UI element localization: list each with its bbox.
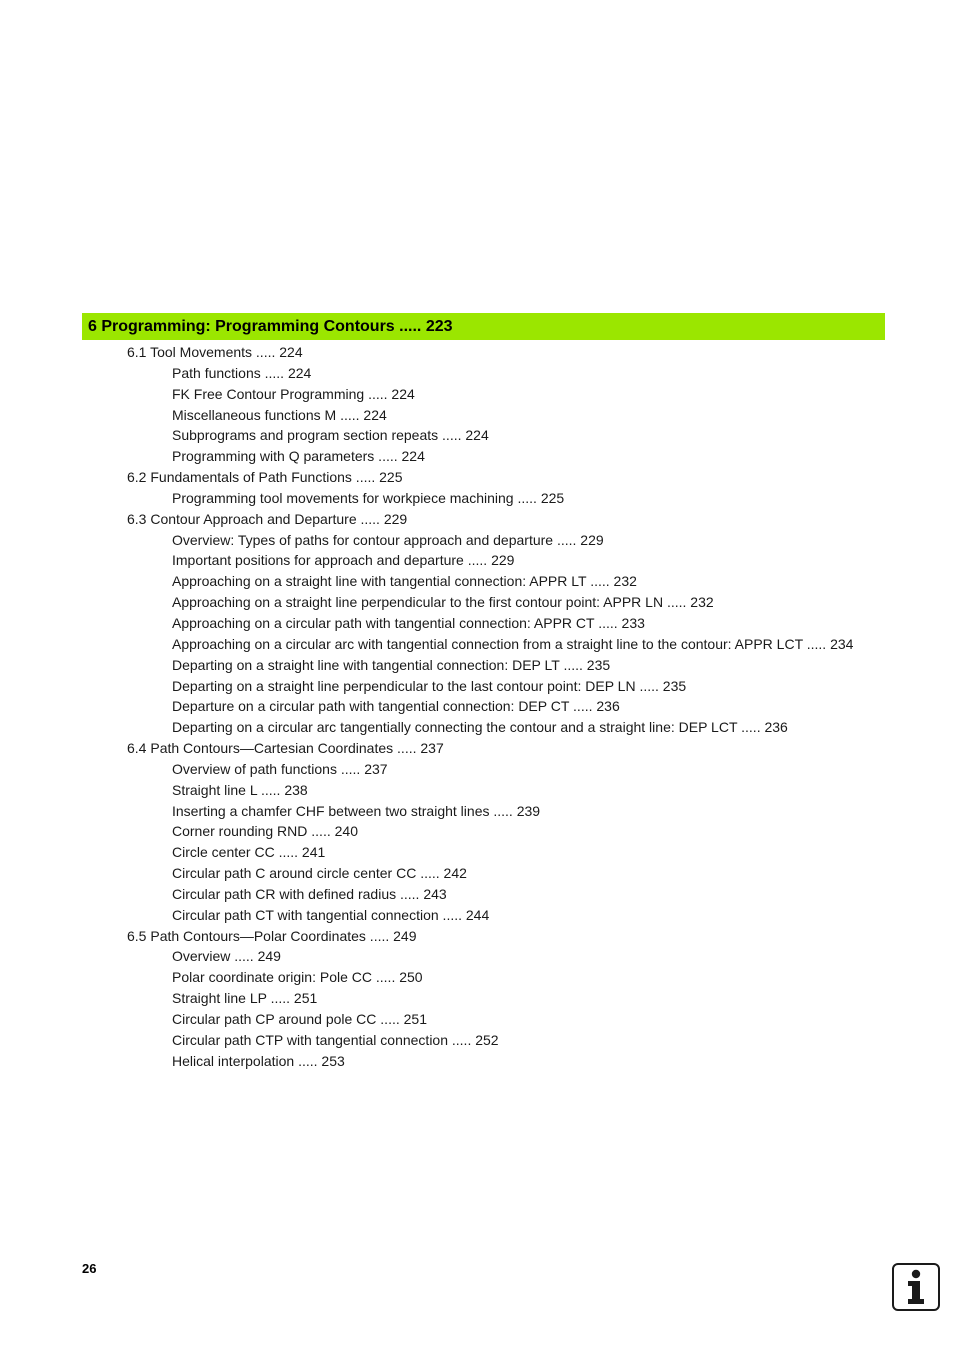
toc-subsection-entry[interactable]: Corner rounding RND ..... 240 [172, 823, 358, 840]
table-of-contents [0, 342, 954, 1072]
toc-subsection-entry[interactable]: Programming with Q parameters ..... 224 [172, 448, 425, 465]
toc-subsection-entry[interactable]: Important positions for approach and departure ..... 229 [172, 552, 515, 569]
toc-section-entry[interactable]: 6.1 Tool Movements ..... 224 [127, 344, 303, 360]
toc-subsection-entry[interactable]: Straight line LP ..... 251 [172, 990, 318, 1007]
toc-subsection-entry[interactable]: Approaching on a circular arc with tangential connection from a straight line to the contour: APPR LCT ..... 234 [172, 635, 854, 652]
toc-section-entry[interactable]: 6.5 Path Contours—Polar Coordinates ..... 249 [127, 927, 417, 944]
toc-subsection-entry[interactable]: Programming tool movements for workpiece machining ..... 225 [172, 489, 565, 506]
toc-subsection-entry[interactable]: Inserting a chamfer CHF between two straight lines ..... 239 [172, 802, 541, 819]
chapter-heading[interactable] [82, 313, 885, 340]
info-icon [892, 1263, 940, 1311]
toc-subsection-entry[interactable]: Departing on a straight line with tangential connection: DEP LT ..... 235 [172, 656, 611, 673]
toc-subsection-entry[interactable]: Circular path C around circle center CC ..... 242 [172, 865, 467, 882]
toc-subsection-entry[interactable]: Departing on a circular arc tangentially connecting the contour and a straight line: DEP LCT ..... 236 [172, 719, 788, 736]
toc-subsection-entry[interactable]: FK Free Contour Programming ..... 224 [172, 385, 415, 402]
toc-subsection-entry[interactable]: Approaching on a straight line with tangential connection: APPR LT ..... 232 [172, 573, 637, 590]
toc-subsection-entry[interactable]: Overview: Types of paths for contour approach and departure ..... 229 [172, 531, 604, 548]
toc-section-entry[interactable]: 6.2 Fundamentals of Path Functions ..... 225 [127, 469, 403, 486]
toc-subsection-entry[interactable]: Overview ..... 249 [172, 948, 281, 965]
toc-subsection-entry[interactable]: Straight line L ..... 238 [172, 781, 308, 798]
toc-subsection-entry[interactable]: Miscellaneous functions M ..... 224 [172, 406, 387, 423]
toc-subsection-entry[interactable]: Approaching on a circular path with tangential connection: APPR CT ..... 233 [172, 614, 645, 631]
chapter-title: 6 Programming: Programming Contours ..... 223 [88, 318, 453, 335]
toc-subsection-entry[interactable]: Circular path CP around pole CC ..... 251 [172, 1011, 427, 1027]
toc-subsection-entry[interactable]: Departing on a straight line perpendicular to the last contour point: DEP LN ..... 235 [172, 677, 687, 694]
info-icon-glyph [894, 1265, 938, 1309]
toc-subsection-entry[interactable]: Circular path CR with defined radius ..... 243 [172, 885, 447, 902]
toc-subsection-entry[interactable]: Circular path CT with tangential connection ..... 244 [172, 906, 490, 923]
toc-subsection-entry[interactable]: Polar coordinate origin: Pole CC ..... 250 [172, 969, 423, 986]
toc-subsection-entry[interactable]: Departure on a circular path with tangential connection: DEP CT ..... 236 [172, 698, 620, 715]
toc-subsection-entry[interactable]: Helical interpolation ..... 253 [172, 1052, 345, 1069]
toc-subsection-entry[interactable]: Approaching on a straight line perpendicular to the first contour point: APPR LN ..... 232 [172, 594, 714, 611]
toc-subsection-entry[interactable]: Subprograms and program section repeats ..... 224 [172, 427, 489, 444]
toc-section-entry[interactable]: 6.4 Path Contours—Cartesian Coordinates ..... 237 [127, 740, 444, 757]
toc-subsection-entry[interactable]: Circle center CC ..... 241 [172, 844, 326, 861]
toc-subsection-entry[interactable]: Circular path CTP with tangential connection ..... 252 [172, 1031, 499, 1048]
toc-subsection-entry[interactable]: Path functions ..... 224 [172, 364, 312, 381]
toc-subsection-entry[interactable]: Overview of path functions ..... 237 [172, 760, 388, 777]
toc-section-entry[interactable]: 6.3 Contour Approach and Departure ..... 229 [127, 510, 408, 527]
page-number: 26 [82, 1261, 97, 1276]
